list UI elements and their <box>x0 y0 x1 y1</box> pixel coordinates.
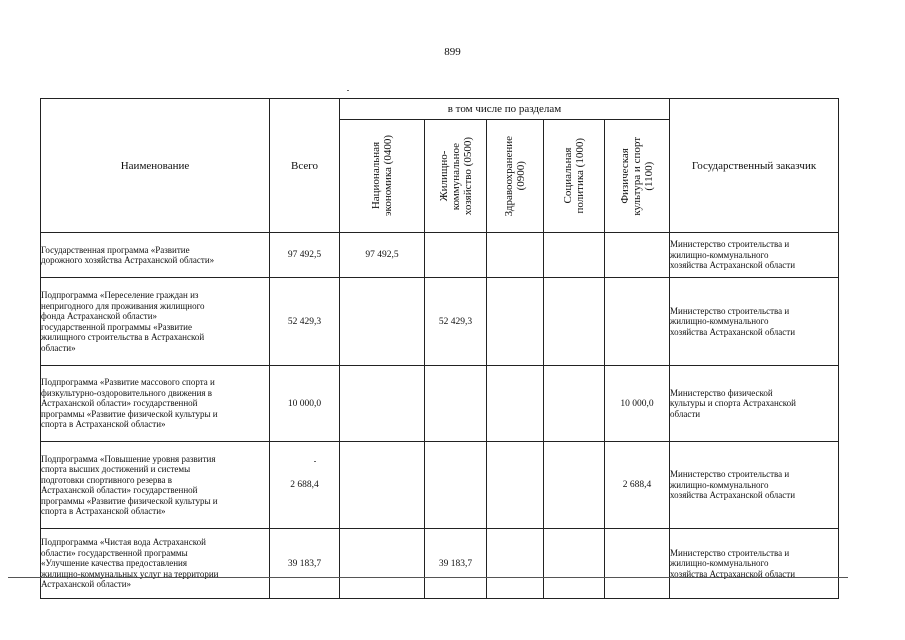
section-value-1000 <box>544 278 605 366</box>
section-value-0500 <box>425 442 487 529</box>
program-name: Подпрограмма «Повышение уровня развития спорта высших достижений и системы подготовки спортивного резерва в Астраханской области» государственной программы «Развитие физической культуры и спорта в Астраханской области» <box>41 442 270 529</box>
section-value-0500 <box>425 233 487 278</box>
section-value-1100 <box>605 278 670 366</box>
column-header-section-0900 <box>487 120 544 233</box>
program-name: Подпрограмма «Чистая вода Астраханской области» государственной программы «Улучшение качества предоставления жилищно-коммунальных услуг на территории Астраханской области» <box>41 529 270 599</box>
state-customer: Министерство строительства и жилищно-коммунального хозяйства Астраханской области <box>670 442 839 529</box>
section-value-0900 <box>487 442 544 529</box>
program-name: Государственная программа «Развитие дорожного хозяйства Астраханской области» <box>41 233 270 278</box>
page-number: 899 <box>444 46 461 58</box>
table-row <box>41 366 839 442</box>
section-value-0900 <box>487 278 544 366</box>
section-label: Социальная политика (1000) <box>562 138 586 214</box>
state-customer: Министерство строительства и жилищно-коммунального хозяйства Астраханской области <box>670 233 839 278</box>
column-header-name: Наименование <box>41 99 270 233</box>
total-value: 10 000,0 <box>270 366 340 442</box>
section-value-1000 <box>544 233 605 278</box>
state-customer: Министерство строительства и жилищно-коммунального хозяйства Астраханской области <box>670 529 839 599</box>
program-name: Подпрограмма «Переселение граждан из непригодного для проживания жилищного фонда Астраханской области» государственной программы «Развитие жилищного строительства в Астраханской области» <box>41 278 270 366</box>
section-label: Национальная экономика (0400) <box>370 135 394 217</box>
table-row <box>41 529 839 599</box>
section-label: Физическая культура и спорт (1100) <box>619 136 655 216</box>
column-header-total: Всего <box>270 99 340 233</box>
section-value-1000 <box>544 442 605 529</box>
table-row <box>41 278 839 366</box>
section-value-1100: 10 000,0 <box>605 366 670 442</box>
section-value-0400 <box>340 366 425 442</box>
program-name: Подпрограмма «Развитие массового спорта и физкультурно-оздоровительного движения в Астраханской области» государственной программы «Развитие физической культуры и спорта в Астраханской области» <box>41 366 270 442</box>
scan-speck <box>347 90 349 91</box>
section-value-0500: 52 429,3 <box>425 278 487 366</box>
section-value-1100: 2 688,4 <box>605 442 670 529</box>
column-header-section-1000 <box>544 120 605 233</box>
header-row-top <box>41 99 839 120</box>
section-value-0900 <box>487 233 544 278</box>
section-value-0400: 97 492,5 <box>340 233 425 278</box>
state-customer: Министерство строительства и жилищно-коммунального хозяйства Астраханской области <box>670 278 839 366</box>
section-value-1100 <box>605 529 670 599</box>
scan-speck <box>314 461 316 462</box>
column-header-section-0400 <box>340 120 425 233</box>
state-customer: Министерство физической культуры и спорта Астраханской области <box>670 366 839 442</box>
section-value-0400 <box>340 278 425 366</box>
section-label: Здравоохранение (0900) <box>503 135 527 217</box>
section-value-0900 <box>487 366 544 442</box>
section-value-1000 <box>544 366 605 442</box>
section-value-0900 <box>487 529 544 599</box>
column-group-sections: в том числе по разделам <box>340 99 670 120</box>
section-value-0400 <box>340 442 425 529</box>
section-value-0500: 39 183,7 <box>425 529 487 599</box>
table-row <box>41 233 839 278</box>
total-value: 39 183,7 <box>270 529 340 599</box>
table-row <box>41 442 839 529</box>
section-value-1100 <box>605 233 670 278</box>
section-value-1000 <box>544 529 605 599</box>
column-header-section-0500 <box>425 120 487 233</box>
section-label: Жилищно- коммунальное хозяйство (0500) <box>437 136 474 216</box>
total-value: 52 429,3 <box>270 278 340 366</box>
total-value: 2 688,4 <box>270 442 340 529</box>
total-value: 97 492,5 <box>270 233 340 278</box>
column-header-customer: Государственный заказчик <box>670 99 839 233</box>
budget-table <box>40 98 839 599</box>
column-header-section-1100 <box>605 120 670 233</box>
section-value-0400 <box>340 529 425 599</box>
scan-fold-line <box>8 577 848 578</box>
section-value-0500 <box>425 366 487 442</box>
